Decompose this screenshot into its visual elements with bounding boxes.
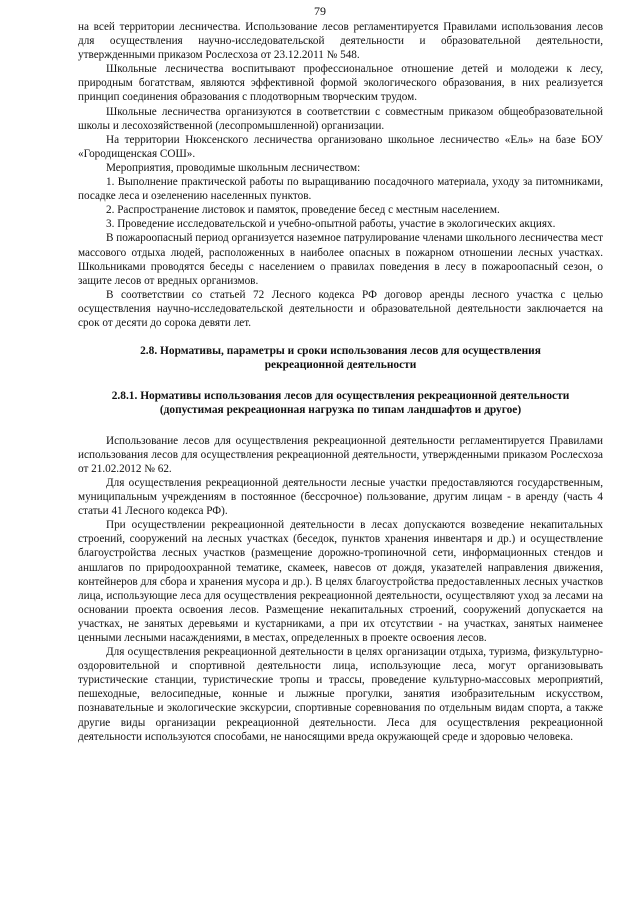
paragraph: Использование лесов для осуществления рекреационной деятельности регламентируется Правилами использования лесов для осуществления рекреационной деятельности, утвержденными приказом Рослесхоза от 21.02.2012 № 62. xyxy=(78,434,603,475)
page-content xyxy=(78,20,603,744)
section-heading-line: рекреационной деятельности xyxy=(264,359,417,372)
paragraph: При осуществлении рекреационной деятельности в лесах допускаются возведение некапитальных строений, сооружений на лесных участках (беседок, пунктов хранения инвентаря и др.) и осуществление благоустройства лесных участков (размещение дорожно-тропиночной сети, информационных стендов и аншлагов по природоохранной тематике, скамеек, навесов от дождя, указателей направления движения, контейнеров для сбора и хранения мусора и др.). В целях благоустройства предоставленных лесных участков лица, использующие леса для осуществления рекреационной деятельности, осуществляют уход за лесами на основании проекта освоения лесов. Размещение некапитальных строений, сооружений допускается на участках, не занятых деревьями и кустарниками, а при их отсутствии - на участках, занятых наименее ценными лесными насаждениями, в местах, определенных в проекте освоения лесов. xyxy=(78,519,603,644)
section-heading-line: 2.8. Нормативы, параметры и сроки использования лесов для осуществления xyxy=(140,345,541,358)
subsection-heading-line: 2.8.1. Нормативы использования лесов для осуществления рекреационной деятельности xyxy=(111,389,570,402)
paragraph: Для осуществления рекреационной деятельности лесные участки предоставляются государственным, муниципальным учреждениям в постоянное (бессрочное) пользование, другим лицам - в аренду (часть 4 статьи 41 Лесного кодекса РФ). xyxy=(78,476,603,518)
paragraph: Для осуществления рекреационной деятельности в целях организации отдыха, туризма, физкультурно-оздоровительной и спортивной деятельности лица, использующие леса, могут организовывать туристические станции, туристические тропы и трассы, проведение культурно-массовых мероприятий, пешеходные, велосипедные, конные и лыжные прогулки, занятия изобразительным искусством, познавательные и экологические экскурсии, спортивные соревнования по отдельным видам спорта, а также другие виды организации рекреационной деятельности. Леса для осуществления рекреационной деятельности используются способами, не наносящими вреда окружающей среде и здоровью человека. xyxy=(78,646,603,743)
paragraph: На территории Нюксенского лесничества организовано школьное лесничество «Ель» на базе БОУ «Городищенская СОШ». xyxy=(78,133,603,160)
paragraph: Школьные лесничества организуются в соответствии с совместным приказом общеобразовательной школы и лесохозяйственной (лесопромышленной) организации. xyxy=(78,105,603,132)
list-item: 2. Распространение листовок и памяток, проведение бесед с местным населением. xyxy=(106,204,500,217)
subsection-heading-line: (допустимая рекреационная нагрузка по типам ландшафтов и другое) xyxy=(159,404,522,417)
page-number: 79 xyxy=(314,4,326,18)
paragraph: Школьные лесничества воспитывают профессиональное отношение детей и молодежи к лесу, природным богатствам, являются эффективной формой экологического образования, в них реализуется принцип соединения образования с плодотворным творческим трудом. xyxy=(78,63,603,104)
section-heading xyxy=(78,344,603,373)
list-item: 3. Проведение исследовательской и учебно-опытной работы, участие в экологических акциях. xyxy=(106,218,556,231)
list-item: 1. Выполнение практической работы по выращиванию посадочного материала, уходу за питомниками, посадке леса и озеленению населенных пунктов. xyxy=(78,176,603,203)
paragraph: на всей территории лесничества. Использование лесов регламентируется Правилами использования лесов для осуществления научно-исследовательской деятельности и образовательной деятельности, утвержденными приказом Рослесхоза от 23.12.2011 № 548. xyxy=(78,21,603,62)
subsection-heading xyxy=(78,389,603,418)
paragraph: Мероприятия, проводимые школьным лесничеством: xyxy=(106,161,361,174)
paragraph: В пожароопасный период организуется наземное патрулирование членами школьного лесничества мест массового отдыха людей, расположенных в наиболее опасных в пожарном отношении лесных участках. Школьниками проводятся беседы с населением о правилах поведения в лесу в пожароопасный сезон, о защите лесов от вредных организмов. xyxy=(78,232,603,287)
paragraph: В соответствии со статьей 72 Лесного кодекса РФ договор аренды лесного участка с целью осуществления научно-исследовательской деятельности и образовательной деятельности заключается на срок от десяти до сорока девяти лет. xyxy=(78,288,603,329)
